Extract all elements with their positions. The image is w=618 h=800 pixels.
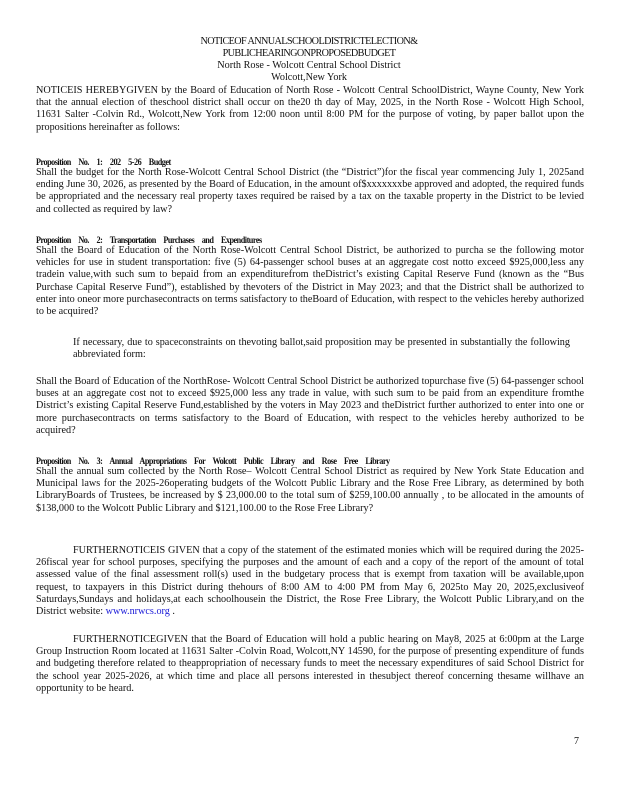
proposition-2-heading: Proposition No. 2: Transportation Purchases and Expenditures xyxy=(36,235,262,245)
further-notice-1-text: FURTHERNOTICEIS GIVEN that a copy of the statement of the estimated monies which will be required during the 2025-26fiscal year for school purposes, specifying the purposes and the amount of each and a copy of the report of the amount of total assessed value of the final assessment roll(s) used in the budgetary process that is exempt from taxation will be available,upon request, to taxpayers in this District during thehours of 8:00 AM to 4:00 PM from May 6, 2025to May 20, 2025,exclusiveof Saturdays,Sundays and holidays,at each schoolhousein the District, the Rose Free Library, the Wolcott Public Library,and on the District website: xyxy=(36,545,584,618)
proposition-2-abbrev-note: If necessary, due to spaceconstraints on thevoting ballot,said proposition may be presented in substantially the following abbreviated form: xyxy=(73,337,570,361)
district-website-link[interactable]: www.nrwcs.org xyxy=(105,606,170,618)
proposition-1 xyxy=(36,156,584,216)
proposition-3 xyxy=(36,455,584,515)
intro-paragraph: NOTICEIS HEREBYGIVEN by the Board of Education of North Rose - Wolcott Central SchoolDistrict, Wayne County, New York that the annual election of theschool district shall occur on the20 th day of May, 2025, in the North Rose - Wolcott High School, 11631 Salter -Colvin Rd., Wolcott,New York from 12:00 noon until 8:00 PM for the purpose of voting, by paper ballot upon the propositions hereinafter as follows: xyxy=(36,85,584,133)
proposition-1-heading: Proposition No. 1: 202 5-26 Budget xyxy=(36,157,171,167)
proposition-1-text: Shall the budget for the North Rose-Wolcott Central School District (the “District”)for the fiscal year commencing July 1, 2025and ending June 30, 2026, as presented by the Board of Education, in the amount of$xxxxxxxbe approved and adopted, the required funds be appropriated and the necessary real property taxes required be raised by a tax on the taxable property in the District to be levied and collected as required by law? xyxy=(36,167,584,215)
further-notice-1-tail: . xyxy=(172,606,175,618)
further-notice-1 xyxy=(36,545,584,618)
proposition-2 xyxy=(36,234,584,318)
notice-title-line-2: PUBLICHEARINGONPROPOSEDBUDGET xyxy=(222,48,396,59)
further-notice-2: FURTHERNOTICEGIVEN that the Board of Education will hold a public hearing on May8, 2025 at 6:00pm at the Large Group Instruction Room located at 11631 Salter -Colvin Road, Wolcott,NY 14590, for the purpose of presenting expenditure of funds and budgeting therefore related to theappropriation of necessary funds to meet the necessary expenditures of said School District for the school year 2025-2026, at which time and place all persons interested in thesubject thereof concerning thesame willhave an opportunity to be heard. xyxy=(36,634,584,694)
proposition-2-text: Shall the Board of Education of the North Rose-Wolcott Central School District, be authorized to purcha se the following motor vehicles for use in student transportation: five (5) 64-passenger school buses at an aggregate cost notto exceed $925,000,less any tradein value,with such sum to bepaid from an expenditurefrom theDistrict’s existing Capital Reserve Fund (known as the “Bus Purchase Capital Reserve Fund”), established by thevoters of the District in May 2023; and that the District shall be authorized to enter into oneor more purchasecontracts on terms satisfactory to theBoard of Education, with respect to the vehicles hereby authorized to be acquired? xyxy=(36,245,584,318)
proposition-3-heading: Proposition No. 3: Annual Appropriations For Wolcott Public Library and Rose Free Library xyxy=(36,456,390,466)
district-location: Wolcott,New York xyxy=(271,72,347,83)
proposition-2-abbrev-text: Shall the Board of Education of the NorthRose- Wolcott Central School District be authorized topurchase five (5) 64-passenger school buses at an aggregate cost not to exceed $925,000 less any trade in value, with such sum to be paid from an expenditure fromthe District’s existing Capital Reserve Fund,established by the voters in May 2023 and theDistrict further authorized to enter into one or more purchasecontracts on terms satisfactory to the Board of Education, with respect to the vehicles hereby authorized to be acquired? xyxy=(36,376,584,436)
proposition-3-text: Shall the annual sum collected by the North Rose– Wolcott Central School District as required by New York State Education and Municipal laws for the 2025-26operating budgets of the Wolcott Public Library and the Rose Free Library, as determined by both LibraryBoards of Trustees, be increased by $ 23,000.00 to the total sum of $259,100.00 annually , to be allocated in the amounts of $138,000 to the Wolcott Public Library and $121,100.00 to the Rose Free Library? xyxy=(36,466,584,514)
page-number: 7 xyxy=(574,736,579,747)
notice-title-line-1: NOTICEOF ANNUALSCHOOLDISTRICTELECTION& xyxy=(200,36,418,47)
district-name: North Rose - Wolcott Central School District xyxy=(217,60,401,71)
notice-header xyxy=(0,36,618,84)
